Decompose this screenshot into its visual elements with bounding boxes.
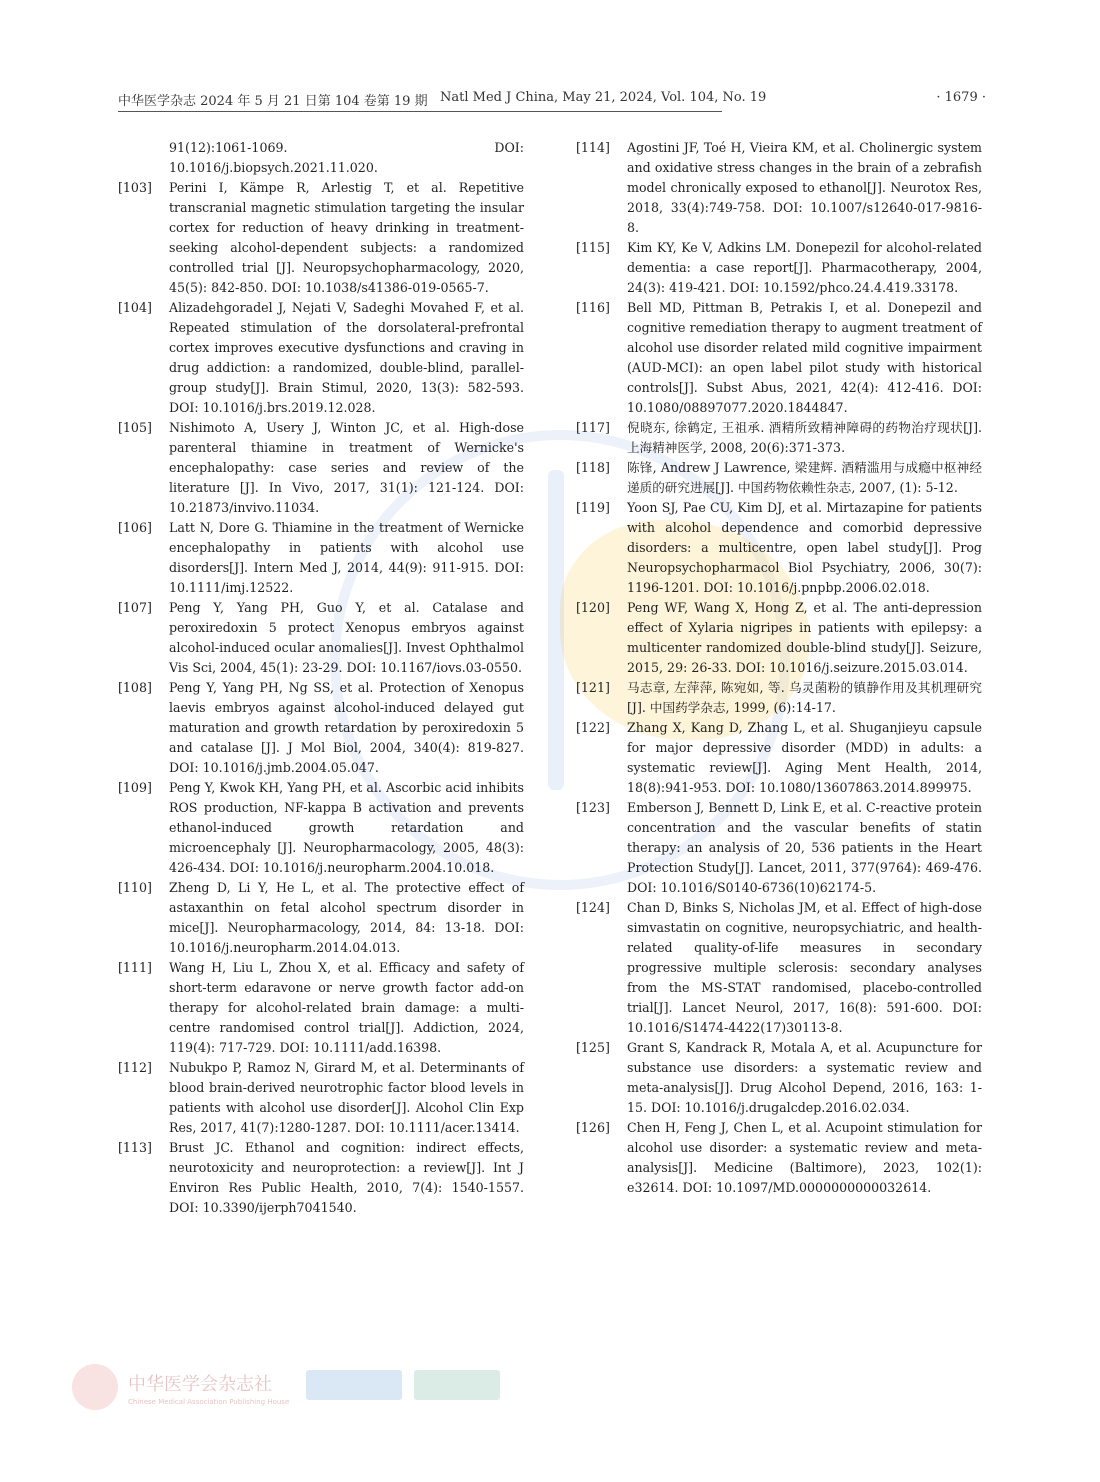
reference-text: Perini I, Kämpe R, Arlestig T, et al. Repetitive transcranial magnetic stimulation targeting the insular cortex for reduction of heavy drinking in treatment-seeking alcohol-dependent subjects: a randomized controlled trial [J]. Neuropsychopharmacology, 2020, 45(5): 842-850. DOI: 10.1038/s41386-019-0565-7. <box>169 180 524 295</box>
reference-number: [103] <box>118 180 152 195</box>
reference-text: Brust JC. Ethanol and cognition: indirect effects, neurotoxicity and neuroprotection: a review[J]. Int J Environ Res Public Health, 2010, 7(4): 1540-1557. DOI: 10.3390/ijerph7041540. <box>169 1140 524 1215</box>
reference-item <box>576 238 982 298</box>
reference-text: Nubukpo P, Ramoz N, Girard M, et al. Determinants of blood brain-derived neurotrophic factor blood levels in patients with alcohol use disorder[J]. Alcohol Clin Exp Res, 2017, 41(7):1280-1287. DOI: 10.1111/acer.13414. <box>169 1060 524 1135</box>
reference-text: Grant S, Kandrack R, Motala A, et al. Acupuncture for substance use disorders: a systematic review and meta-analysis[J]. Drug Alcohol Depend, 2016, 163: 1-15. DOI: 10.1016/j.drugalcdep.2016.02.034. <box>627 1040 982 1115</box>
caduceus-watermark <box>548 470 564 790</box>
reference-item <box>118 518 524 598</box>
reference-text: Emberson J, Bennett D, Link E, et al. C-reactive protein concentration and the vascular benefits of statin therapy: an analysis of 20, 536 patients in the Heart Protection Study[J]. Lancet, 2011, 377(9764): 469-476. DOI: 10.1016/S0140-6736(10)62174-5. <box>627 800 982 895</box>
reference-item <box>118 958 524 1058</box>
reference-number: [109] <box>118 780 152 795</box>
reference-item <box>118 298 524 418</box>
reference-text: Latt N, Dore G. Thiamine in the treatment of Wernicke encephalopathy in patients with alcohol use disorders[J]. Intern Med J, 2014, 44(9): 911-915. DOI: 10.1111/imj.12522. <box>169 520 524 595</box>
reference-text: Yoon SJ, Pae CU, Kim DJ, et al. Mirtazapine for patients with alcohol dependence and comorbid depressive disorders: a multicentre, open label study[J]. Prog Neuropsychopharmacol Biol Psychiatry, 2006, 30(7): 1196-1201. DOI: 10.1016/j.pnpbp.2006.02.018. <box>627 500 982 595</box>
reference-item <box>576 718 982 798</box>
reference-item <box>576 1038 982 1118</box>
reference-number: [116] <box>576 300 610 315</box>
journal-title-cn: 中华医学杂志 2024 年 5 月 21 日第 104 卷第 19 期 <box>118 94 428 109</box>
reference-text: Chen H, Feng J, Chen L, et al. Acupoint stimulation for alcohol use disorder: a systematic review and meta-analysis[J]. Medicine (Baltimore), 2023, 102(1): e32614. DOI: 10.1097/MD.0000000000032614. <box>627 1120 982 1195</box>
reference-item <box>576 678 982 718</box>
reference-text: Zhang X, Kang D, Zhang L, et al. Shuganjieyu capsule for major depressive disorder (MDD) in adults: a systematic review[J]. Aging Ment Health, 2014, 18(8):941-953. DOI: 10.1080/13607863.2014.899975. <box>627 720 982 795</box>
reference-number: [123] <box>576 800 610 815</box>
reference-item <box>576 598 982 678</box>
reference-column-right <box>576 138 982 1198</box>
reference-text: 91(12):1061-1069. DOI: 10.1016/j.biopsych.2021.11.020. <box>169 140 524 175</box>
running-header <box>118 90 986 112</box>
reference-text: Peng WF, Wang X, Hong Z, et al. The anti-depression effect of Xylaria nigripes in patients with epilepsy: a multicenter randomized double-blind study[J]. Seizure, 2015, 29: 26-33. DOI: 10.1016/j.seizure.2015.03.014. <box>627 600 982 675</box>
reference-item <box>576 138 982 238</box>
reference-number: [105] <box>118 420 152 435</box>
reference-item <box>576 1118 982 1198</box>
reference-item <box>576 798 982 898</box>
reference-number: [125] <box>576 1040 610 1055</box>
reference-text: Kim KY, Ke V, Adkins LM. Donepezil for alcohol-related dementia: a case report[J]. Pharmacotherapy, 2004, 24(3): 419-421. DOI: 10.1592/phco.24.4.419.33178. <box>627 240 982 295</box>
reference-item <box>576 418 982 458</box>
footer-stamp-icon <box>414 1370 500 1400</box>
reference-item <box>118 1058 524 1138</box>
publisher-name-en: Chinese Medical Association Publishing House <box>128 1398 290 1406</box>
journal-title-en: Natl Med J China, May 21, 2024, Vol. 104, No. 19 <box>440 90 767 105</box>
reference-text: Peng Y, Kwok KH, Yang PH, et al. Ascorbic acid inhibits ROS production, NF-kappa B activation and prevents ethanol-induced growth retardation and microencephaly [J]. Neuropharmacology, 2005, 48(3): 426-434. DOI: 10.1016/j.neuropharm.2004.10.018. <box>169 780 524 875</box>
publisher-name: 中华医学会杂志社 <box>128 1374 272 1395</box>
reference-number: [121] <box>576 680 610 695</box>
reference-text: Chan D, Binks S, Nicholas JM, et al. Effect of high-dose simvastatin on cognitive, neuropsychiatric, and health-related quality-of-life measures in secondary progressive multiple sclerosis: secondary analyses from the MS-STAT randomised, placebo-controlled trial[J]. Lancet Neurol, 2017, 16(8): 591-600. DOI: 10.1016/S1474-4422(17)30113-8. <box>627 900 982 1035</box>
reference-text: Alizadehgoradel J, Nejati V, Sadeghi Movahed F, et al. Repeated stimulation of the dorsolateral-prefrontal cortex improves executive dysfunctions and craving in drug addiction: a randomized, double-blind, parallel-group study[J]. Brain Stimul, 2020, 13(3): 582-593. DOI: 10.1016/j.brs.2019.12.028. <box>169 300 524 415</box>
reference-number: [108] <box>118 680 152 695</box>
reference-number: [119] <box>576 500 610 515</box>
reference-item <box>118 678 524 778</box>
reference-continuation <box>118 138 524 178</box>
reference-item <box>118 178 524 298</box>
reference-text: 马志章, 左萍萍, 陈宛如, 等. 乌灵菌粉的镇静作用及其机理研究[J]. 中国药学杂志, 1999, (6):14-17. <box>627 680 982 715</box>
reference-text: Agostini JF, Toé H, Vieira KM, et al. Cholinergic system and oxidative stress changes in the brain of a zebrafish model chronically exposed to ethanol[J]. Neurotox Res, 2018, 33(4):749-758. DOI: 10.1007/s12640-017-9816-8. <box>627 140 982 235</box>
reference-text: Zheng D, Li Y, He L, et al. The protective effect of astaxanthin on fetal alcohol spectrum disorder in mice[J]. Neuropharmacology, 2014, 84: 13-18. DOI: 10.1016/j.neuropharm.2014.04.013. <box>169 880 524 955</box>
header-rule <box>118 111 722 112</box>
reference-number: [107] <box>118 600 152 615</box>
reference-text: Wang H, Liu L, Zhou X, et al. Efficacy and safety of short-term edaravone or nerve growth factor add-on therapy for alcohol-related brain damage: a multi-centre randomised control trial[J]. Addiction, 2024, 119(4): 717-729. DOI: 10.1111/add.16398. <box>169 960 524 1055</box>
reference-text: Nishimoto A, Usery J, Winton JC, et al. High-dose parenteral thiamine in treatment of Wernicke's encephalopathy: case series and review of the literature [J]. In Vivo, 2017, 31(1): 121-124. DOI: 10.21873/invivo.11034. <box>169 420 524 515</box>
reference-number: [106] <box>118 520 152 535</box>
reference-number: [110] <box>118 880 152 895</box>
reference-number: [124] <box>576 900 610 915</box>
reference-item <box>576 298 982 418</box>
reference-item <box>576 898 982 1038</box>
reference-number: [112] <box>118 1060 152 1075</box>
reference-item <box>118 418 524 518</box>
reference-number: [118] <box>576 460 610 475</box>
reference-item <box>576 458 982 498</box>
publisher-logo-icon <box>72 1364 118 1410</box>
reference-item <box>118 778 524 878</box>
reference-item <box>118 1138 524 1218</box>
reference-number: [126] <box>576 1120 610 1135</box>
reference-column-left <box>118 138 524 1218</box>
reference-number: [122] <box>576 720 610 735</box>
reference-number: [104] <box>118 300 152 315</box>
reference-text: 陈锋, Andrew J Lawrence, 梁建辉. 酒精滥用与成瘾中枢神经递质的研究进展[J]. 中国药物依赖性杂志, 2007, (1): 5-12. <box>627 460 982 495</box>
reference-number: [120] <box>576 600 610 615</box>
reference-number: [114] <box>576 140 610 155</box>
reference-item <box>118 598 524 678</box>
reference-number: [113] <box>118 1140 152 1155</box>
reference-item <box>118 878 524 958</box>
reference-number: [115] <box>576 240 610 255</box>
reference-text: Bell MD, Pittman B, Petrakis I, et al. Donepezil and cognitive remediation therapy to augment treatment of alcohol use disorder related mild cognitive impairment (AUD-MCI): an open label pilot study with historical controls[J]. Subst Abus, 2021, 42(4): 412-416. DOI: 10.1080/08897077.2020.1844847. <box>627 300 982 415</box>
reference-item <box>576 498 982 598</box>
reference-text: Peng Y, Yang PH, Ng SS, et al. Protection of Xenopus laevis embryos against alcohol-induced delayed gut maturation and growth retardation by peroxiredoxin 5 and catalase [J]. J Mol Biol, 2004, 340(4): 819-827. DOI: 10.1016/j.jmb.2004.05.047. <box>169 680 524 775</box>
reference-number: [117] <box>576 420 610 435</box>
reference-text: Peng Y, Yang PH, Guo Y, et al. Catalase and peroxiredoxin 5 protect Xenopus embryos against alcohol-induced ocular anomalies[J]. Invest Ophthalmol Vis Sci, 2004, 45(1): 23-29. DOI: 10.1167/iovs.03-0550. <box>169 600 524 675</box>
page-number: · 1679 · <box>936 90 986 105</box>
reference-text: 倪晓东, 徐鹤定, 王祖承. 酒精所致精神障碍的药物治疗现状[J]. 上海精神医学, 2008, 20(6):371-373. <box>627 420 982 455</box>
reference-number: [111] <box>118 960 152 975</box>
publisher-footer <box>70 1360 510 1420</box>
footer-stamp-icon <box>306 1370 402 1400</box>
